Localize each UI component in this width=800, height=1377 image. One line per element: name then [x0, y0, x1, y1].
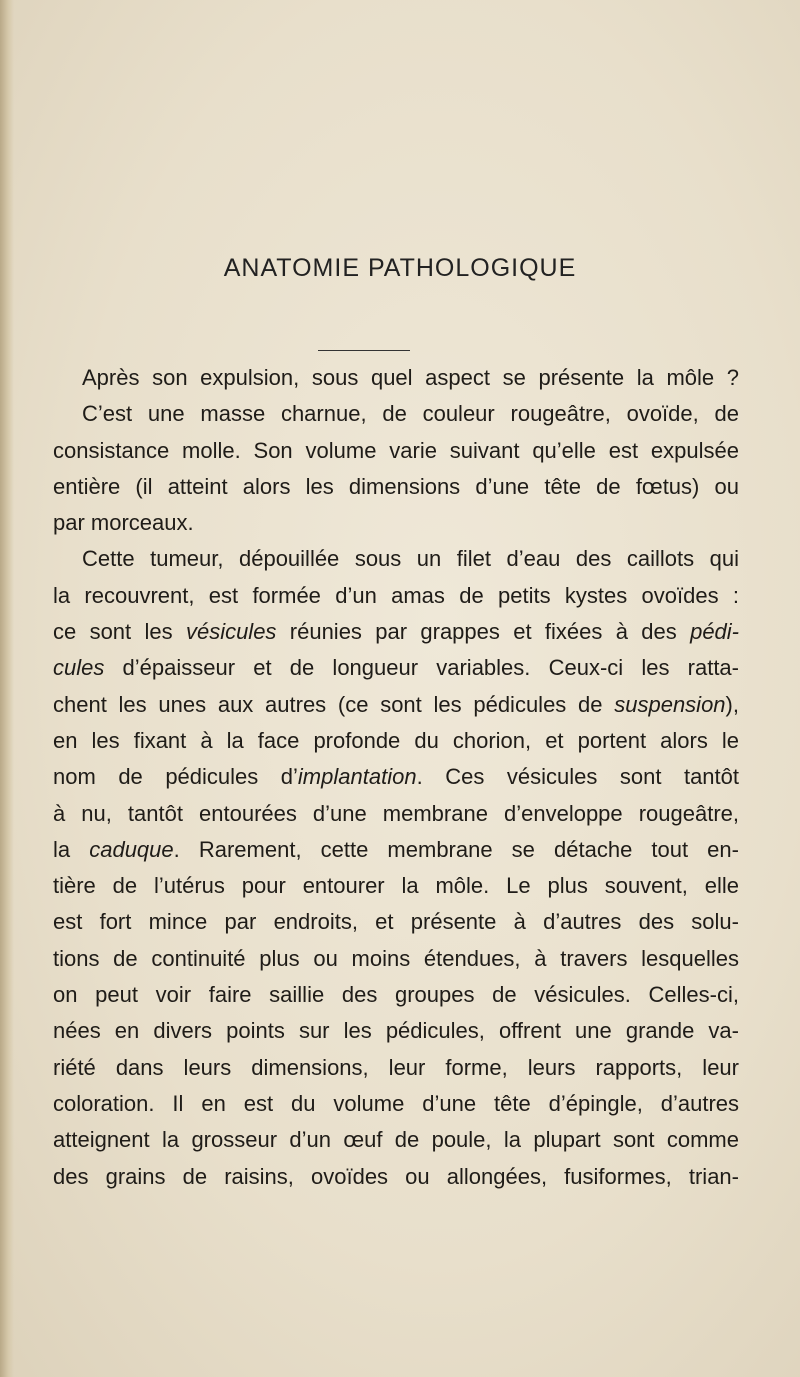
text-line: chent les unes aux autres (ce sont les pédicules de suspension), [53, 691, 739, 717]
page-edge-shadow [0, 0, 14, 1377]
text-line: la recouvrent, est formée d’un amas de petits kystes ovoïdes : [53, 582, 739, 608]
text-line: consistance molle. Son volume varie suivant qu’elle est expulsée [53, 437, 739, 463]
heading-divider [318, 350, 410, 351]
text-line: Après son expulsion, sous quel aspect se présente la môle ? [82, 365, 739, 390]
text-line: atteignent la grosseur d’un œuf de poule, la plupart sont comme [53, 1127, 739, 1153]
text-line: par morceaux. [53, 510, 194, 536]
italic-term: cules [53, 655, 105, 681]
text-line: la caduque. Rarement, cette membrane se détache tout en- [53, 836, 739, 862]
text-line: tière de l’utérus pour entourer la môle. Le plus souvent, elle [53, 873, 739, 899]
text-line: à nu, tantôt entourées d’une membrane d’enveloppe rougeâtre, [53, 800, 739, 826]
text-line: riété dans leurs dimensions, leur forme, leurs rapports, leur [53, 1054, 739, 1080]
text-line: entière (il atteint alors les dimensions d’une tête de fœtus) ou [53, 473, 739, 499]
text-line: Cette tumeur, dépouillée sous un filet d’eau des caillots qui [82, 546, 739, 572]
text-line: nom de pédicules d’implantation. Ces vésicules sont tantôt [53, 764, 739, 790]
italic-term: implantation [297, 764, 417, 790]
text-line: nées en divers points sur les pédicules, offrent une grande va- [53, 1018, 739, 1044]
italic-term: caduque [89, 836, 174, 862]
text-line: coloration. Il en est du volume d’une tête d’épingle, d’autres [53, 1090, 739, 1116]
body-paragraphs [53, 360, 739, 1195]
text-line: est fort mince par endroits, et présente à d’autres des solu- [53, 909, 739, 935]
text-line: C’est une masse charnue, de couleur rougeâtre, ovoïde, de [82, 401, 739, 427]
chapter-heading: ANATOMIE PATHOLOGIQUE [223, 254, 577, 282]
italic-term: vésicules [185, 619, 277, 645]
italic-term: suspension [614, 691, 726, 717]
text-line: ce sont les vésicules réunies par grappes et fixées à des pédi- [53, 619, 739, 645]
text-line: on peut voir faire saillie des groupes de vésicules. Celles-ci, [53, 982, 739, 1008]
text-line: tions de continuité plus ou moins étendues, à travers lesquelles [53, 945, 739, 971]
text-line: cules d’épaisseur et de longueur variables. Ceux-ci les ratta- [53, 655, 739, 681]
text-line: en les fixant à la face profonde du chorion, et portent alors le [53, 727, 739, 753]
italic-term: pédi- [690, 619, 739, 645]
text-line: des grains de raisins, ovoïdes ou allongées, fusiformes, trian- [53, 1163, 739, 1189]
